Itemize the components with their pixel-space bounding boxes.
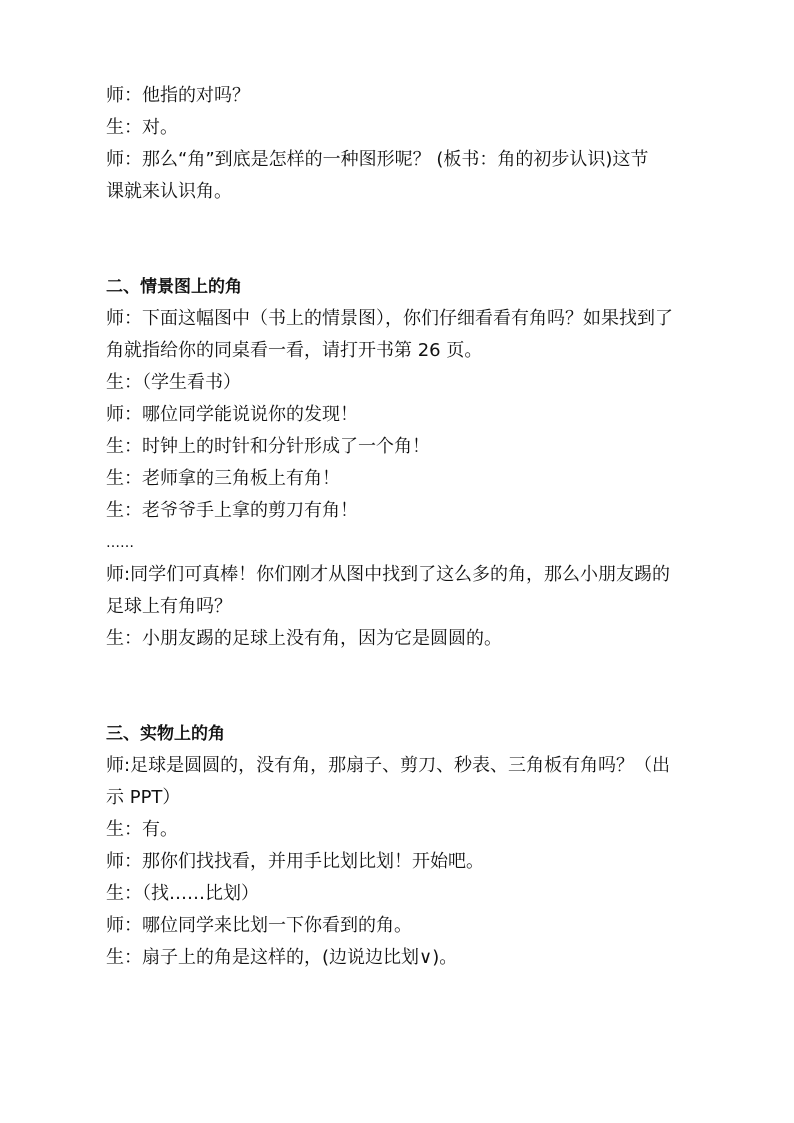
- dialogue-line: 生：对。: [106, 117, 178, 138]
- dialogue-line: 师：那你们找找看，并用手比划比划！开始吧。: [106, 851, 484, 872]
- dialogue-line: 课就来认识角。: [106, 181, 232, 202]
- dialogue-line: 生：有。: [106, 819, 178, 840]
- dialogue-line: 师：下面这幅图中（书上的情景图），你们仔细看看有角吗？如果找到了: [106, 308, 673, 329]
- dialogue-line: 师：哪位同学来比划一下你看到的角。: [106, 915, 412, 936]
- dialogue-line: 师：哪位同学能说说你的发现！: [106, 404, 358, 425]
- dialogue-line: 生：（找……比划）: [106, 883, 259, 904]
- section-heading: 二、情景图上的角: [106, 277, 242, 297]
- dialogue-line: 生：（学生看书）: [106, 372, 241, 393]
- dialogue-line: 生：老师拿的三角板上有角！: [106, 468, 340, 489]
- dialogue-line: 师：他指的对吗？: [106, 85, 250, 106]
- dialogue-line: 师：那么“角”到底是怎样的一种图形呢？ (板书：角的初步认识)这节: [106, 149, 649, 170]
- dialogue-line: 示 PPT）: [106, 787, 181, 808]
- dialogue-line: 生：时钟上的时针和分针形成了一个角！: [106, 436, 430, 457]
- dialogue-line: 足球上有角吗？: [106, 596, 232, 617]
- dialogue-line: 生：老爷爷手上拿的剪刀有角！: [106, 500, 358, 521]
- dialogue-line: 角就指给你的同桌看一看，请打开书第 26 页。: [106, 340, 483, 361]
- ellipsis-line: ……: [106, 535, 134, 551]
- dialogue-line: 师:同学们可真棒！你们刚才从图中找到了这么多的角，那么小朋友踢的: [106, 564, 671, 585]
- section-heading: 三、实物上的角: [106, 724, 225, 744]
- dialogue-line: 生：小朋友踢的足球上没有角，因为它是圆圆的。: [106, 628, 502, 649]
- dialogue-line: 师:足球是圆圆的，没有角，那扇子、剪刀、秒表、三角板有角吗？（出: [106, 755, 671, 776]
- dialogue-line: 生：扇子上的角是这样的，(边说边比划∨)。: [106, 947, 458, 968]
